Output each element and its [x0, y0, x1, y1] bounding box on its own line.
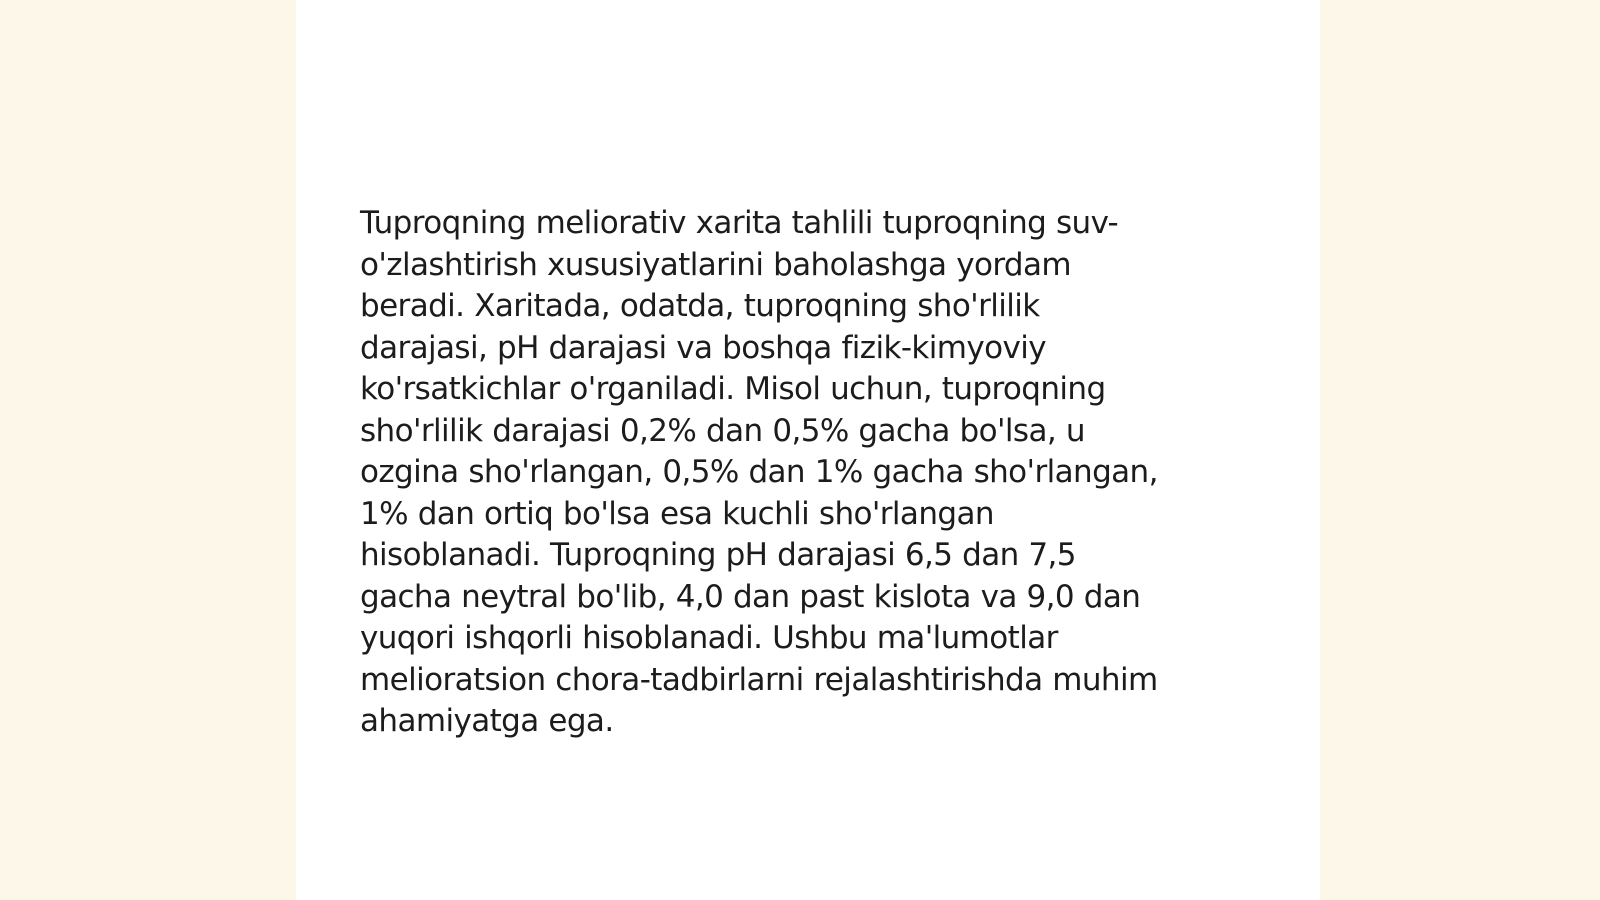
paragraph-line: darajasi, pH darajasi va boshqa fizik-kimyoviy	[360, 329, 1046, 366]
paragraph-line: hisoblanadi. Tuproqning pH darajasi 6,5 dan 7,5	[360, 537, 1076, 573]
paragraph-line: yuqori ishqorli hisoblanadi. Ushbu ma'lumotlar	[360, 620, 1058, 656]
paragraph-line: Tuproqning meliorativ xarita tahlili tuproqning suv-	[360, 205, 1119, 241]
document-page	[296, 0, 1320, 900]
paragraph-line: gacha neytral bo'lib, 4,0 dan past kislota va 9,0 dan	[360, 578, 1141, 615]
paragraph-line: sho'rlilik darajasi 0,2% dan 0,5% gacha bo'lsa, u	[360, 412, 1085, 449]
paragraph-line: ozgina sho'rlangan, 0,5% dan 1% gacha sho'rlangan,	[360, 454, 1158, 490]
paragraph-line: 1% dan ortiq bo'lsa esa kuchli sho'rlangan	[360, 495, 994, 532]
paragraph-line: ko'rsatkichlar o'rganiladi. Misol uchun, tuproqning	[360, 371, 1106, 407]
paragraph-line: o'zlashtirish xususiyatlarini baholashga yordam	[360, 246, 1071, 283]
paragraph-line: melioratsion chora-tadbirlarni rejalashtirishda muhim	[360, 661, 1158, 698]
paragraph-line: beradi. Xaritada, odatda, tuproqning sho'rlilik	[360, 288, 1040, 324]
paragraph-line: ahamiyatga ega.	[360, 703, 614, 739]
body-paragraph	[360, 203, 1240, 743]
